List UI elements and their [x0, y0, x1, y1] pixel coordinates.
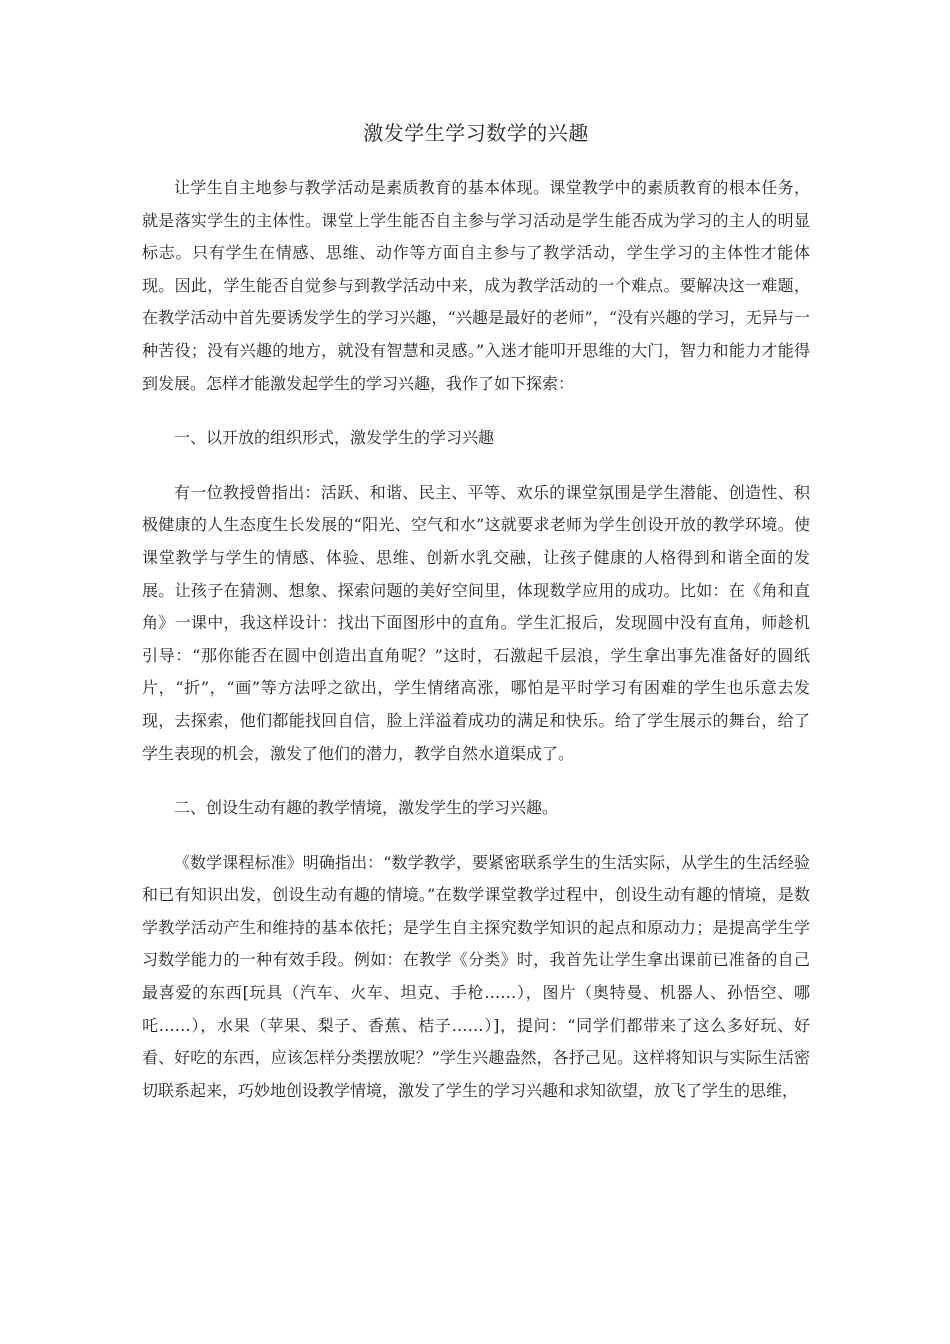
document-title: 激发学生学习数学的兴趣: [363, 121, 589, 145]
section-2-heading: 二、创设生动有趣的教学情境，激发学生的学习兴趣。: [174, 798, 559, 818]
section-2-paragraph: 《数学课程标准》明确指出：“数学教学，要紧密联系学生的生活实际，从学生的生活经验和已有知识出发，创设生动有趣的情境。”在数学课堂教学过程中，创设生动有趣的情境，是数学教学活动产生和维持的基本依托；是学生自主探究数学知识的起点和原动力；是提高学生学习数学能力的一种有效手段。例如：在教学《分类》时，我首先让学生拿出课前已准备的自己最喜爱的东西[玩具（汽车、火车、坦克、手枪……），图片（奥特曼、机器人、孙悟空、哪吒……），水果（苹果、梨子、香蕉、桔子……）]，提问：“同学们都带来了这么多好玩、好看、好吃的东西，应该怎样分类摆放呢？”学生兴趣盎然，各抒己见。这样将知识与实际生活密切联系起来，巧妙地创设教学情境，激发了学生的学习兴趣和求知欲望，放飞了学生的思维，: [142, 852, 810, 1100]
document-page: [142, 118, 810, 1107]
section-1-paragraph: 有一位教授曾指出：活跃、和谐、民主、平等、欢乐的课堂氛围是学生潜能、创造性、积极健康的人生态度生长发展的“阳光、空气和水”这就要求老师为学生创设开放的教学环境。使课堂教学与学生的情感、体验、思维、创新水乳交融，让孩子健康的人格得到和谐全面的发展。让孩子在猜测、想象、探索问题的美好空间里，体现数学应用的成功。比如：在《角和直角》一课中，我这样设计：找出下面图形中的直角。学生汇报后，发现圆中没有直角，师趁机引导：“那你能否在圆中创造出直角呢？”这时，石激起千层浪，学生拿出事先准备好的圆纸片，“折”，“画”等方法呼之欲出，学生情绪高涨，哪怕是平时学习有困难的学生也乐意去发现，去探索，他们都能找回自信，脸上洋溢着成功的满足和快乐。给了学生展示的舞台，给了学生表现的机会，激发了他们的潜力，教学自然水道渠成了。: [142, 482, 810, 763]
intro-paragraph: 让学生自主地参与教学活动是素质教育的基本体现。课堂教学中的素质教育的根本任务，就是落实学生的主体性。课堂上学生能否自主参与学习活动是学生能否成为学习的主人的明显标志。只有学生在情感、思维、动作等方面自主参与了教学活动，学生学习的主体性才能体现。因此，学生能否自觉参与到教学活动中来，成为教学活动的一个难点。要解决这一难题，在教学活动中首先要诱发学生的学习兴趣，“兴趣是最好的老师”，“没有兴趣的学习，无异与一种苦役；没有兴趣的地方，就没有智慧和灵感。”入迷才能叩开思维的大门，智力和能力才能得到发展。怎样才能激发起学生的学习兴趣，我作了如下探索：: [142, 178, 810, 393]
section-1-heading: 一、以开放的组织形式，激发学生的学习兴趣: [174, 428, 495, 448]
